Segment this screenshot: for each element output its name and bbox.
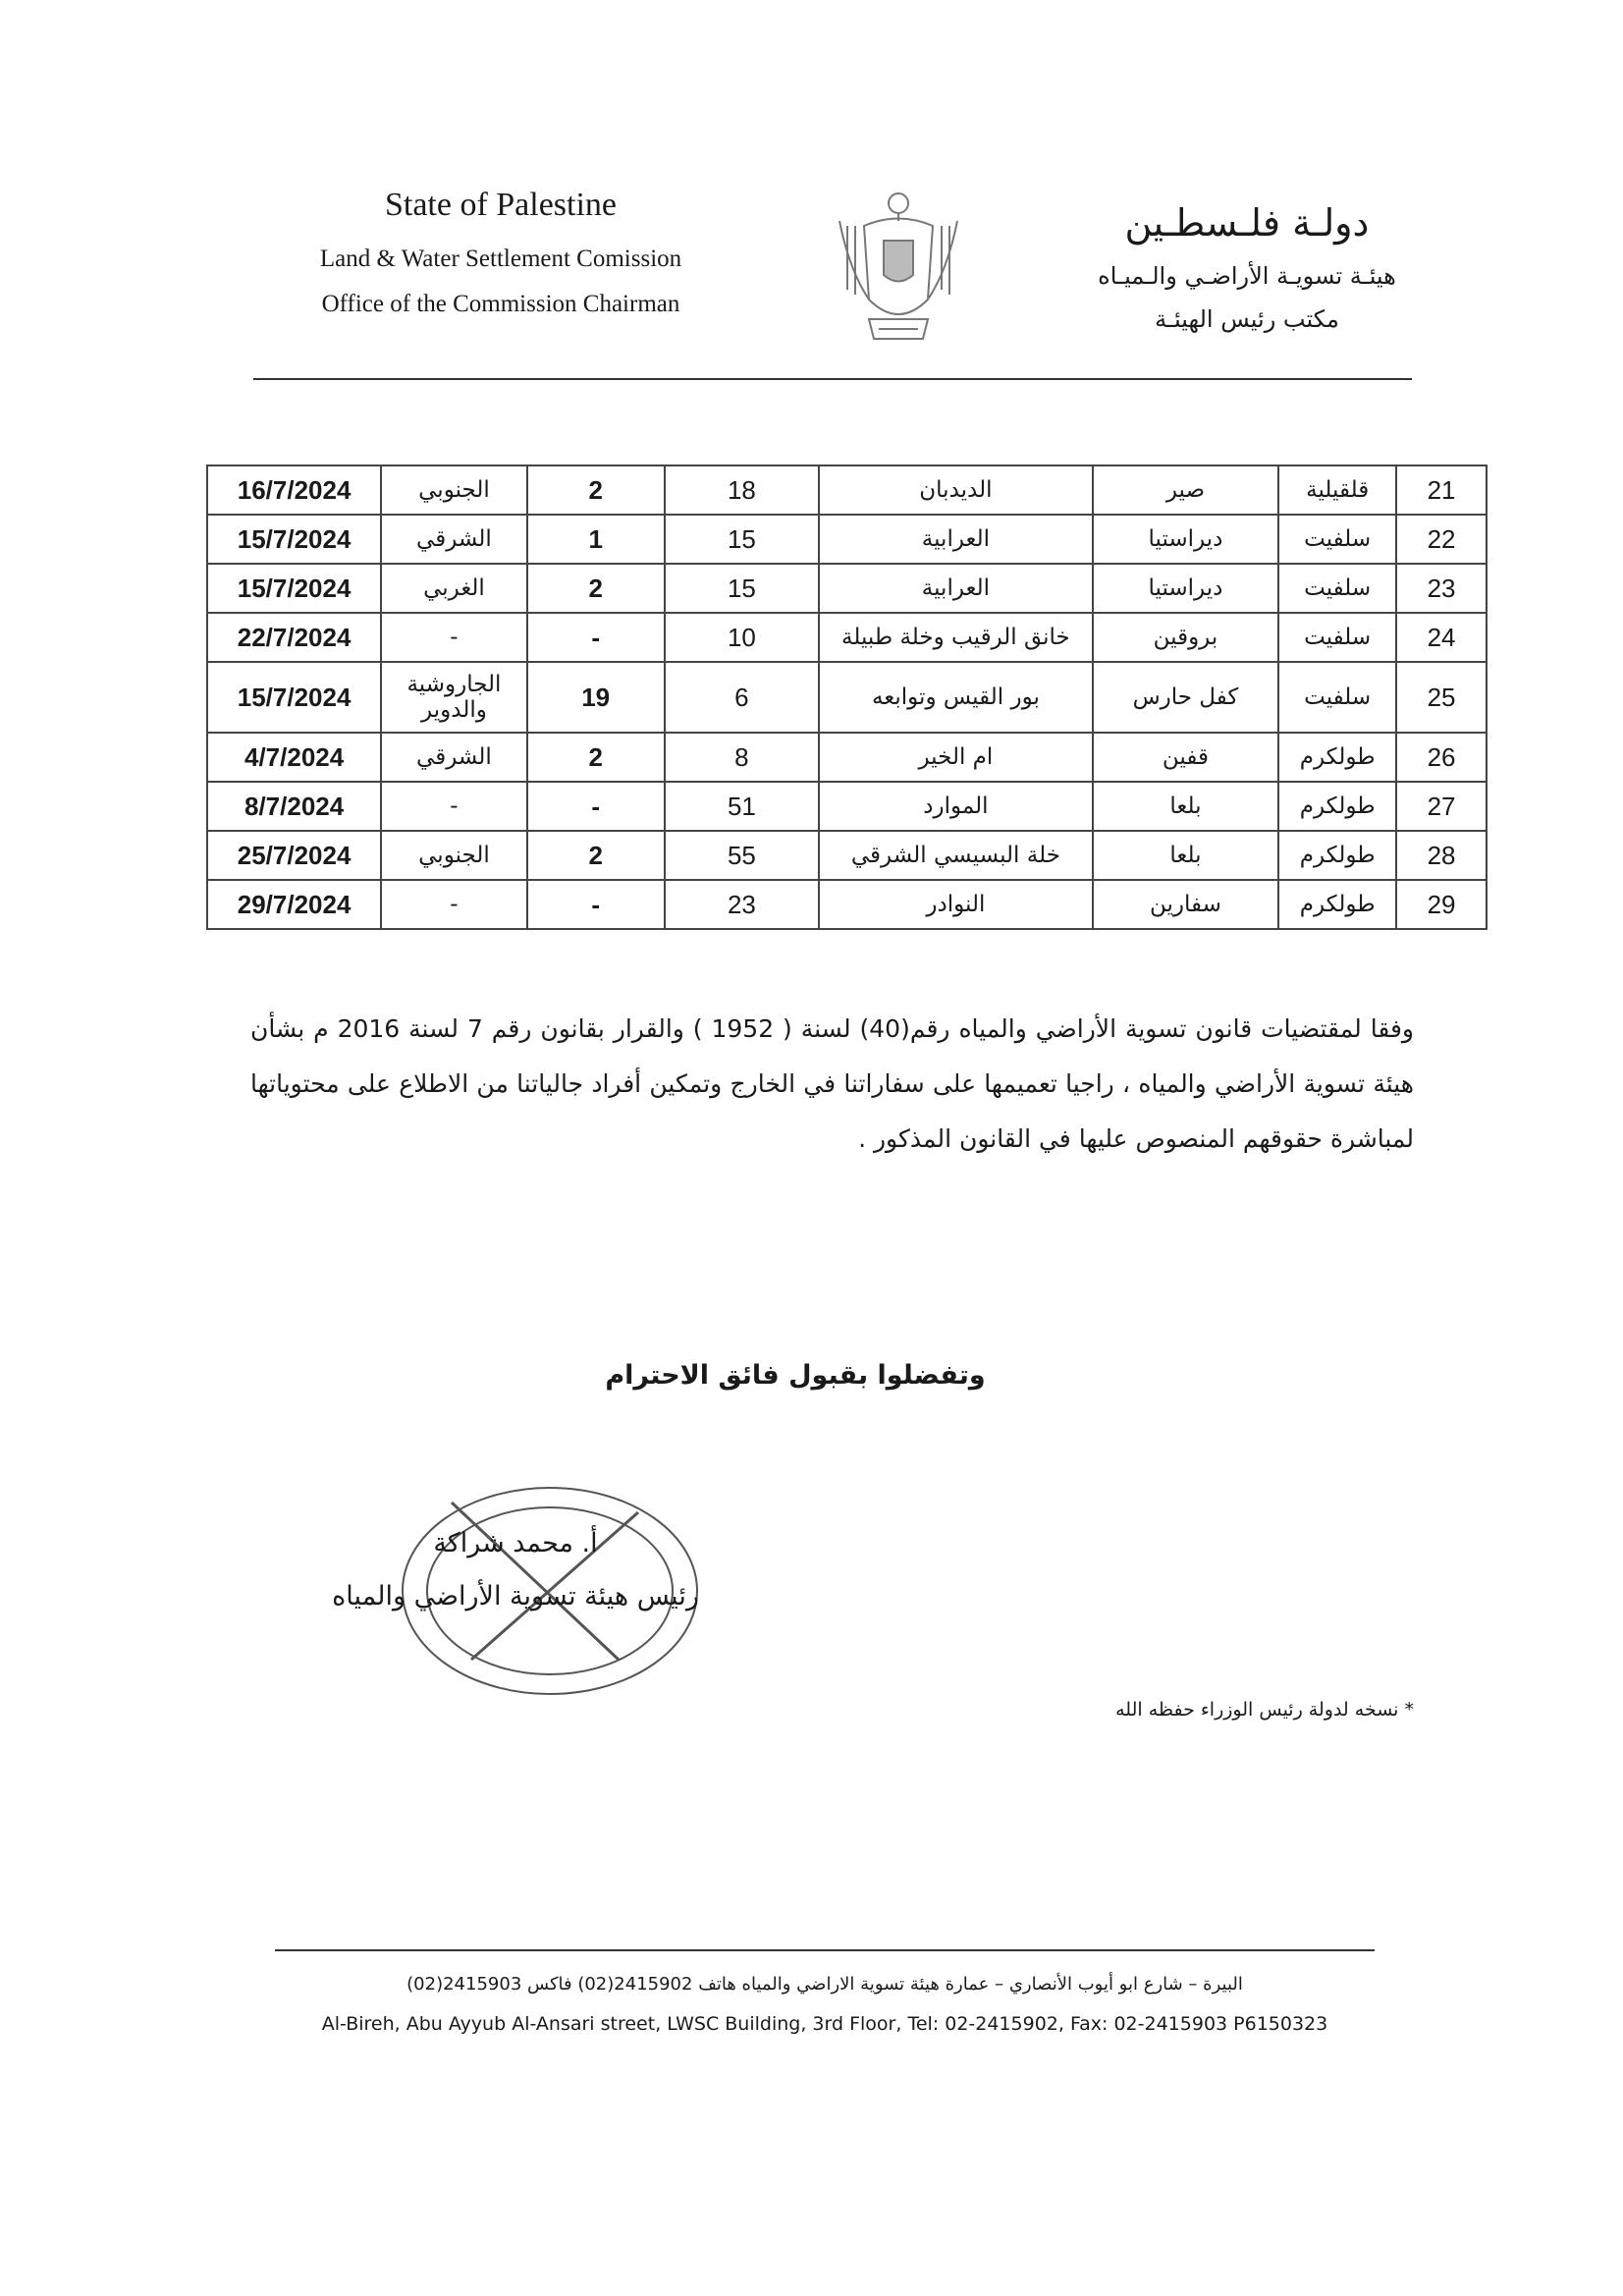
cell-side: الشرقي	[381, 515, 526, 564]
cell-num: 21	[1396, 465, 1487, 515]
cell-num: 24	[1396, 613, 1487, 662]
cell-date: 29/7/2024	[207, 880, 381, 929]
copy-note: * نسخه لدولة رئيس الوزراء حفظه الله	[1115, 1699, 1414, 1721]
cell-date: 15/7/2024	[207, 515, 381, 564]
table-row	[207, 515, 1487, 564]
cell-village: ديراستيا	[1093, 564, 1279, 613]
arabic-organization: هيئـة تسويـة الأراضـي والـميـاه	[1098, 262, 1396, 290]
cell-num: 26	[1396, 733, 1487, 782]
cell-site: العرابية	[819, 564, 1092, 613]
cell-date: 25/7/2024	[207, 831, 381, 880]
cell-parcels: 15	[665, 564, 819, 613]
cell-parcels: 51	[665, 782, 819, 831]
table-row	[207, 733, 1487, 782]
cell-parcels: 55	[665, 831, 819, 880]
closing-salutation: وتفضلوا بقبول فائق الاحترام	[605, 1360, 986, 1391]
cell-date: 16/7/2024	[207, 465, 381, 515]
cell-village: ديراستيا	[1093, 515, 1279, 564]
cell-num: 29	[1396, 880, 1487, 929]
cell-date: 22/7/2024	[207, 613, 381, 662]
cell-site: الديدبان	[819, 465, 1092, 515]
cell-parcels: 6	[665, 662, 819, 733]
cell-site: بور القيس وتوابعه	[819, 662, 1092, 733]
english-office: Office of the Commission Chairman	[321, 291, 680, 317]
header-english	[245, 187, 756, 336]
arabic-title: دولـة فلـسطـين	[1124, 201, 1370, 245]
table-row	[207, 564, 1487, 613]
english-organization: Land & Water Settlement Comission	[319, 246, 682, 272]
cell-gov: طولكرم	[1278, 782, 1396, 831]
cell-site: ام الخير	[819, 733, 1092, 782]
cell-village: بروقين	[1093, 613, 1279, 662]
cell-num: 28	[1396, 831, 1487, 880]
signer-title: رئيس هيئة تسوية الأراضي والمياه	[332, 1581, 699, 1612]
table-row	[207, 613, 1487, 662]
cell-block: -	[527, 880, 665, 929]
cell-gov: سلفيت	[1278, 515, 1396, 564]
table-row	[207, 831, 1487, 880]
cell-num: 23	[1396, 564, 1487, 613]
cell-parcels: 15	[665, 515, 819, 564]
table-row	[207, 782, 1487, 831]
arabic-office: مكتب رئيس الهيئـة	[1155, 305, 1339, 333]
settlement-areas-table	[206, 465, 1488, 930]
cell-gov: طولكرم	[1278, 880, 1396, 929]
cell-side: -	[381, 782, 526, 831]
cell-side: الشرقي	[381, 733, 526, 782]
signer-name: أ. محمد شراكة	[433, 1528, 598, 1558]
footer-arabic-address: البيرة – شارع ابو أيوب الأنصاري – عمارة هيئة تسوية الاراضي والمياه هاتف 2415902(02) فاكس 2415903(02)	[406, 1974, 1243, 1995]
cell-block: 2	[527, 564, 665, 613]
cell-block: 2	[527, 465, 665, 515]
cell-village: بلعا	[1093, 782, 1279, 831]
cell-site: العرابية	[819, 515, 1092, 564]
cell-gov: قلقيلية	[1278, 465, 1396, 515]
cell-parcels: 23	[665, 880, 819, 929]
table-row	[207, 662, 1487, 733]
cell-parcels: 10	[665, 613, 819, 662]
cell-gov: طولكرم	[1278, 831, 1396, 880]
cell-block: 1	[527, 515, 665, 564]
cell-side: -	[381, 613, 526, 662]
cell-village: بلعا	[1093, 831, 1279, 880]
cell-side: الغربي	[381, 564, 526, 613]
cell-num: 25	[1396, 662, 1487, 733]
cell-side: الجنوبي	[381, 831, 526, 880]
eagle-emblem-icon	[830, 182, 967, 354]
cell-block: 2	[527, 831, 665, 880]
cell-side: الجنوبي	[381, 465, 526, 515]
cell-gov: سلفيت	[1278, 564, 1396, 613]
header-arabic	[1070, 201, 1424, 349]
cell-site: الموارد	[819, 782, 1092, 831]
cell-date: 4/7/2024	[207, 733, 381, 782]
cell-parcels: 8	[665, 733, 819, 782]
cell-site: النوادر	[819, 880, 1092, 929]
cell-num: 27	[1396, 782, 1487, 831]
cell-block: 19	[527, 662, 665, 733]
cell-block: -	[527, 782, 665, 831]
english-title: State of Palestine	[384, 187, 618, 223]
cell-side: -	[381, 880, 526, 929]
cell-site: خلة البسيسي الشرقي	[819, 831, 1092, 880]
header-divider	[253, 378, 1412, 380]
cell-gov: طولكرم	[1278, 733, 1396, 782]
cell-gov: سلفيت	[1278, 662, 1396, 733]
cell-block: -	[527, 613, 665, 662]
cell-side: الجاروشية والدوير	[381, 662, 526, 733]
footer-divider	[275, 1949, 1375, 1951]
cell-site: خانق الرقيب وخلة طبيلة	[819, 613, 1092, 662]
cell-village: قفين	[1093, 733, 1279, 782]
cell-village: سفارين	[1093, 880, 1279, 929]
cell-date: 15/7/2024	[207, 662, 381, 733]
cell-date: 8/7/2024	[207, 782, 381, 831]
cell-num: 22	[1396, 515, 1487, 564]
footer-english-address: Al-Bireh, Abu Ayyub Al-Ansari street, LWSC Building, 3rd Floor, Tel: 02-2415902, Fax: 02-2415903 P6150323	[321, 2013, 1328, 2035]
signature-block	[295, 1517, 736, 1623]
cell-parcels: 18	[665, 465, 819, 515]
table-row	[207, 880, 1487, 929]
cell-village: كفل حارس	[1093, 662, 1279, 733]
cell-village: صير	[1093, 465, 1279, 515]
cell-date: 15/7/2024	[207, 564, 381, 613]
body-paragraph: وفقا لمقتضيات قانون تسوية الأراضي والمياه رقم(40) لسنة ( 1952 ) والقرار بقانون رقم 7 لسنة 2016 م بشأن هيئة تسوية الأراضي والمياه ، راجيا تعميمها على سفاراتنا في الخارج وتمكين أفراد جالياتنا من الاطلاع على محتوياتها لمباشرة حقوقهم المنصوص عليها في القانون المذكور .	[250, 1014, 1414, 1153]
table-row	[207, 465, 1487, 515]
cell-gov: سلفيت	[1278, 613, 1396, 662]
cell-block: 2	[527, 733, 665, 782]
